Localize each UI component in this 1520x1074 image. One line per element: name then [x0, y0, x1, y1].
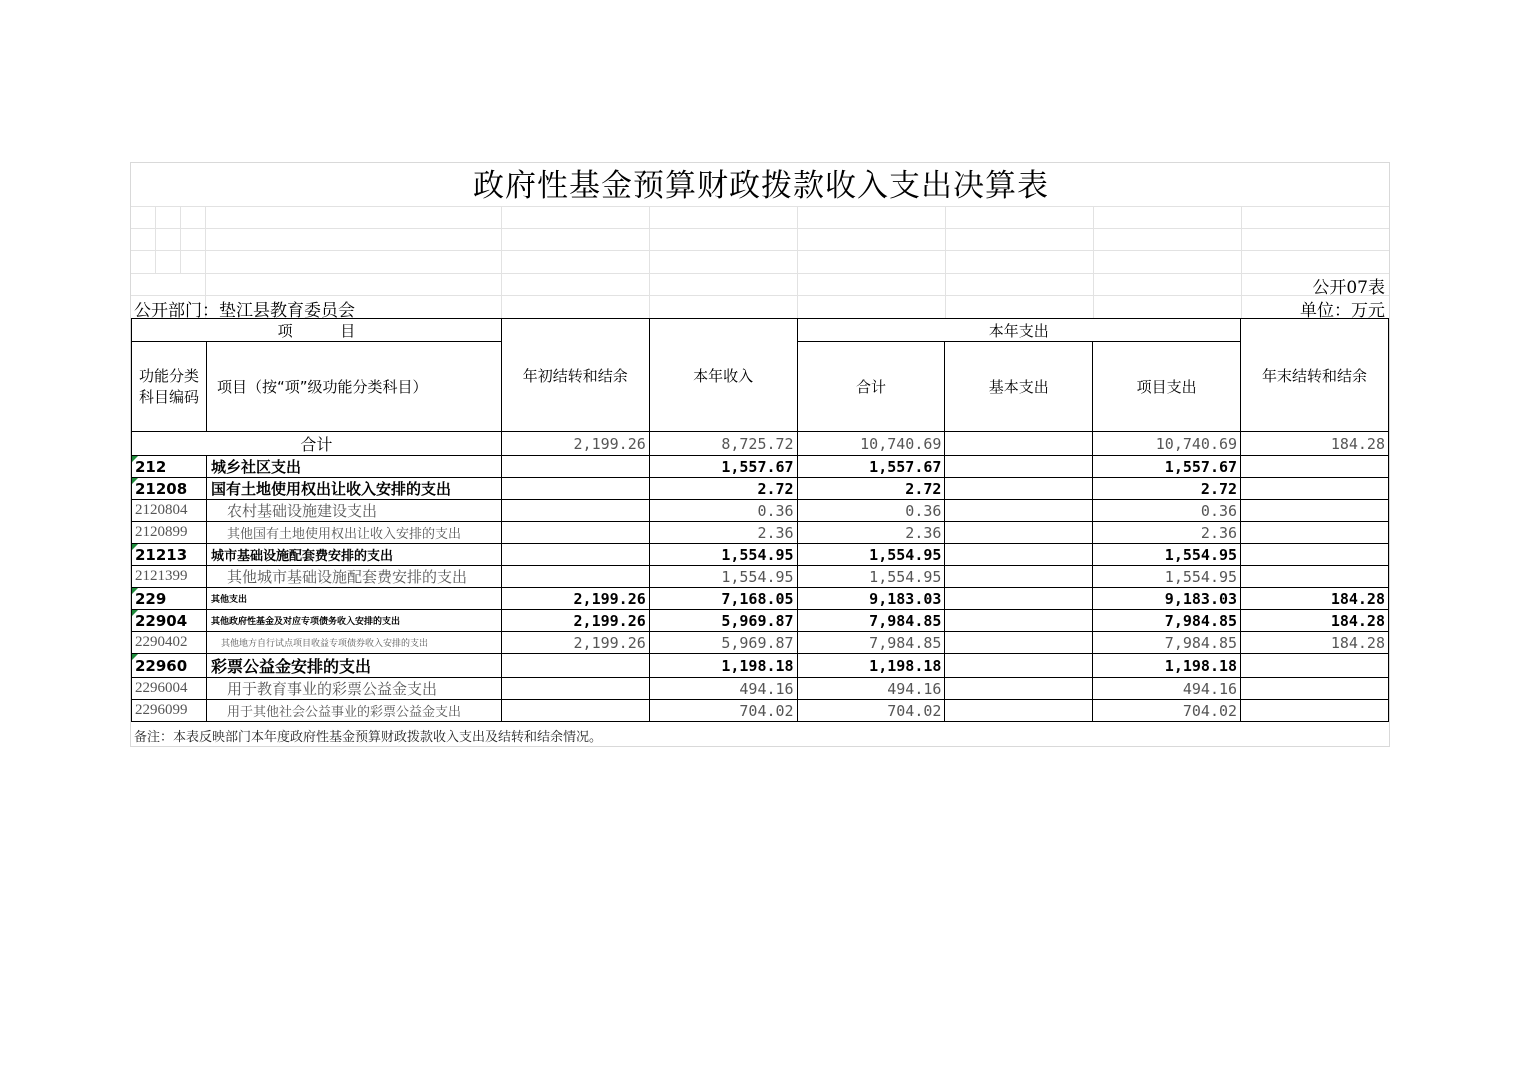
table-row: [132, 522, 1389, 544]
unit-label: 单位：万元: [1300, 301, 1385, 321]
cell-project: 1,554.95: [1093, 544, 1241, 566]
cell-basic: [945, 566, 1093, 588]
table-row: [132, 478, 1389, 500]
cell-income: 1,198.18: [649, 654, 797, 678]
cell-name: 农村基础设施建设支出: [206, 500, 501, 522]
cell-project: 1,198.18: [1093, 654, 1241, 678]
cell-end: 184.28: [1241, 588, 1389, 610]
cell-income: 8,725.72: [649, 432, 797, 456]
cell-total: 1,554.95: [797, 544, 945, 566]
cell-code: 2121399: [132, 566, 207, 588]
total-row: [132, 432, 1389, 456]
cell-begin: 2,199.26: [501, 432, 649, 456]
header-expense-group: 本年支出: [797, 319, 1240, 342]
table-code: 公开07表: [1312, 278, 1385, 298]
gridline: [797, 206, 798, 318]
header-expense-total: 合计: [797, 342, 945, 432]
cell-income: 5,969.87: [649, 610, 797, 632]
cell-begin: 2,199.26: [501, 610, 649, 632]
table-row: [132, 500, 1389, 522]
cell-code: 22960: [135, 656, 188, 675]
comment-marker-icon: [132, 654, 138, 660]
gridline: [131, 273, 1389, 274]
cell-name: 其他支出: [206, 588, 501, 610]
table-row: [132, 678, 1389, 700]
gridline: [131, 250, 1389, 251]
cell-total: 7,984.85: [797, 610, 945, 632]
cell-project: 704.02: [1093, 700, 1241, 722]
header-func-code: 功能分类科目编码: [132, 342, 207, 432]
comment-marker-icon: [132, 478, 138, 484]
cell-code: 22904: [135, 611, 188, 630]
cell-income: 494.16: [649, 678, 797, 700]
cell-end: [1241, 456, 1389, 478]
cell-income: 5,969.87: [649, 632, 797, 654]
footnote: 备注：本表反映部门本年度政府性基金预算财政拨款收入支出及结转和结余情况。: [134, 730, 603, 745]
table-row: [132, 610, 1389, 632]
cell-income: 1,557.67: [649, 456, 797, 478]
header-income: 本年收入: [649, 319, 797, 432]
table-row: [132, 700, 1389, 722]
cell-begin: 2,199.26: [501, 632, 649, 654]
cell-begin: [501, 456, 649, 478]
gridline: [155, 206, 156, 273]
table-row: [132, 654, 1389, 678]
cell-name: 用于其他社会公益事业的彩票公益金支出: [206, 700, 501, 722]
table-row: [132, 456, 1389, 478]
department-label: 公开部门：垫江县教育委员会: [134, 301, 355, 321]
cell-basic: [945, 522, 1093, 544]
cell-project: 10,740.69: [1093, 432, 1241, 456]
header-item-name: 项目（按“项”级功能分类科目）: [206, 342, 501, 432]
cell-begin: [501, 566, 649, 588]
cell-total: 494.16: [797, 678, 945, 700]
comment-marker-icon: [132, 588, 138, 594]
cell-name: 城市基础设施配套费安排的支出: [206, 544, 501, 566]
cell-name: 其他城市基础设施配套费安排的支出: [206, 566, 501, 588]
gridline: [649, 206, 650, 318]
cell-end: [1241, 544, 1389, 566]
cell-end: 184.28: [1241, 432, 1389, 456]
cell-end: 184.28: [1241, 632, 1389, 654]
cell-project: 9,183.03: [1093, 588, 1241, 610]
gridline: [131, 206, 1389, 207]
cell-name: 国有土地使用权出让收入安排的支出: [206, 478, 501, 500]
comment-marker-icon: [132, 544, 138, 550]
cell-name: 其他地方自行试点项目收益专项债券收入安排的支出: [206, 632, 501, 654]
cell-code: 2120899: [132, 522, 207, 544]
gridline: [945, 206, 946, 318]
cell-income: 704.02: [649, 700, 797, 722]
cell-end: [1241, 566, 1389, 588]
cell-project: 1,557.67: [1093, 456, 1241, 478]
cell-basic: [945, 432, 1093, 456]
cell-project: 2.72: [1093, 478, 1241, 500]
cell-code: 21208: [135, 479, 188, 498]
cell-name: 其他政府性基金及对应专项债务收入安排的支出: [206, 610, 501, 632]
cell-total: 0.36: [797, 500, 945, 522]
header-item-group: 项 目: [132, 319, 502, 342]
table-row: [132, 632, 1389, 654]
cell-begin: 2,199.26: [501, 588, 649, 610]
cell-total: 10,740.69: [797, 432, 945, 456]
cell-total: 9,183.03: [797, 588, 945, 610]
gridline: [1241, 206, 1242, 318]
cell-project: 7,984.85: [1093, 610, 1241, 632]
cell-begin: [501, 478, 649, 500]
page-title: 政府性基金预算财政拨款收入支出决算表: [473, 168, 1049, 204]
cell-basic: [945, 544, 1093, 566]
cell-end: [1241, 500, 1389, 522]
cell-basic: [945, 500, 1093, 522]
budget-table: [131, 318, 1389, 722]
cell-code: 2296099: [132, 700, 207, 722]
table-row: [132, 588, 1389, 610]
comment-marker-icon: [132, 456, 138, 462]
cell-income: 2.72: [649, 478, 797, 500]
cell-total: 1,198.18: [797, 654, 945, 678]
cell-project: 7,984.85: [1093, 632, 1241, 654]
cell-begin: [501, 678, 649, 700]
cell-name: 彩票公益金安排的支出: [206, 654, 501, 678]
cell-code: 2296004: [132, 678, 207, 700]
table-row: [132, 544, 1389, 566]
cell-basic: [945, 654, 1093, 678]
header-basic-expense: 基本支出: [945, 342, 1093, 432]
cell-total: 7,984.85: [797, 632, 945, 654]
cell-project: 2.36: [1093, 522, 1241, 544]
comment-marker-icon: [132, 610, 138, 616]
cell-income: 1,554.95: [649, 566, 797, 588]
header-end-balance: 年末结转和结余: [1241, 319, 1389, 432]
total-label: 合计: [132, 432, 502, 456]
cell-code: 229: [135, 589, 167, 608]
cell-end: [1241, 478, 1389, 500]
cell-end: [1241, 522, 1389, 544]
gridline: [501, 206, 502, 318]
cell-income: 2.36: [649, 522, 797, 544]
cell-name: 城乡社区支出: [206, 456, 501, 478]
cell-begin: [501, 544, 649, 566]
cell-name: 用于教育事业的彩票公益金支出: [206, 678, 501, 700]
cell-basic: [945, 678, 1093, 700]
cell-begin: [501, 522, 649, 544]
cell-end: 184.28: [1241, 610, 1389, 632]
cell-income: 0.36: [649, 500, 797, 522]
cell-code: 212: [135, 457, 167, 476]
cell-total: 704.02: [797, 700, 945, 722]
cell-total: 1,554.95: [797, 566, 945, 588]
cell-total: 2.72: [797, 478, 945, 500]
cell-project: 0.36: [1093, 500, 1241, 522]
cell-basic: [945, 478, 1093, 500]
gridline: [131, 228, 1389, 229]
cell-total: 2.36: [797, 522, 945, 544]
gridline: [1093, 206, 1094, 318]
cell-begin: [501, 500, 649, 522]
cell-basic: [945, 610, 1093, 632]
cell-project: 1,554.95: [1093, 566, 1241, 588]
table-row: [132, 566, 1389, 588]
cell-code: 2290402: [132, 632, 207, 654]
cell-basic: [945, 700, 1093, 722]
cell-begin: [501, 700, 649, 722]
cell-basic: [945, 632, 1093, 654]
spreadsheet-page: [130, 162, 1390, 747]
cell-begin: [501, 654, 649, 678]
cell-income: 1,554.95: [649, 544, 797, 566]
cell-code: 2120804: [132, 500, 207, 522]
cell-basic: [945, 588, 1093, 610]
cell-end: [1241, 700, 1389, 722]
cell-name: 其他国有土地使用权出让收入安排的支出: [206, 522, 501, 544]
cell-total: 1,557.67: [797, 456, 945, 478]
gridline: [180, 206, 181, 273]
cell-end: [1241, 678, 1389, 700]
header-begin-balance: 年初结转和结余: [501, 319, 649, 432]
cell-income: 7,168.05: [649, 588, 797, 610]
cell-code: 21213: [135, 545, 188, 564]
header-project-expense: 项目支出: [1093, 342, 1241, 432]
cell-project: 494.16: [1093, 678, 1241, 700]
cell-end: [1241, 654, 1389, 678]
cell-basic: [945, 456, 1093, 478]
